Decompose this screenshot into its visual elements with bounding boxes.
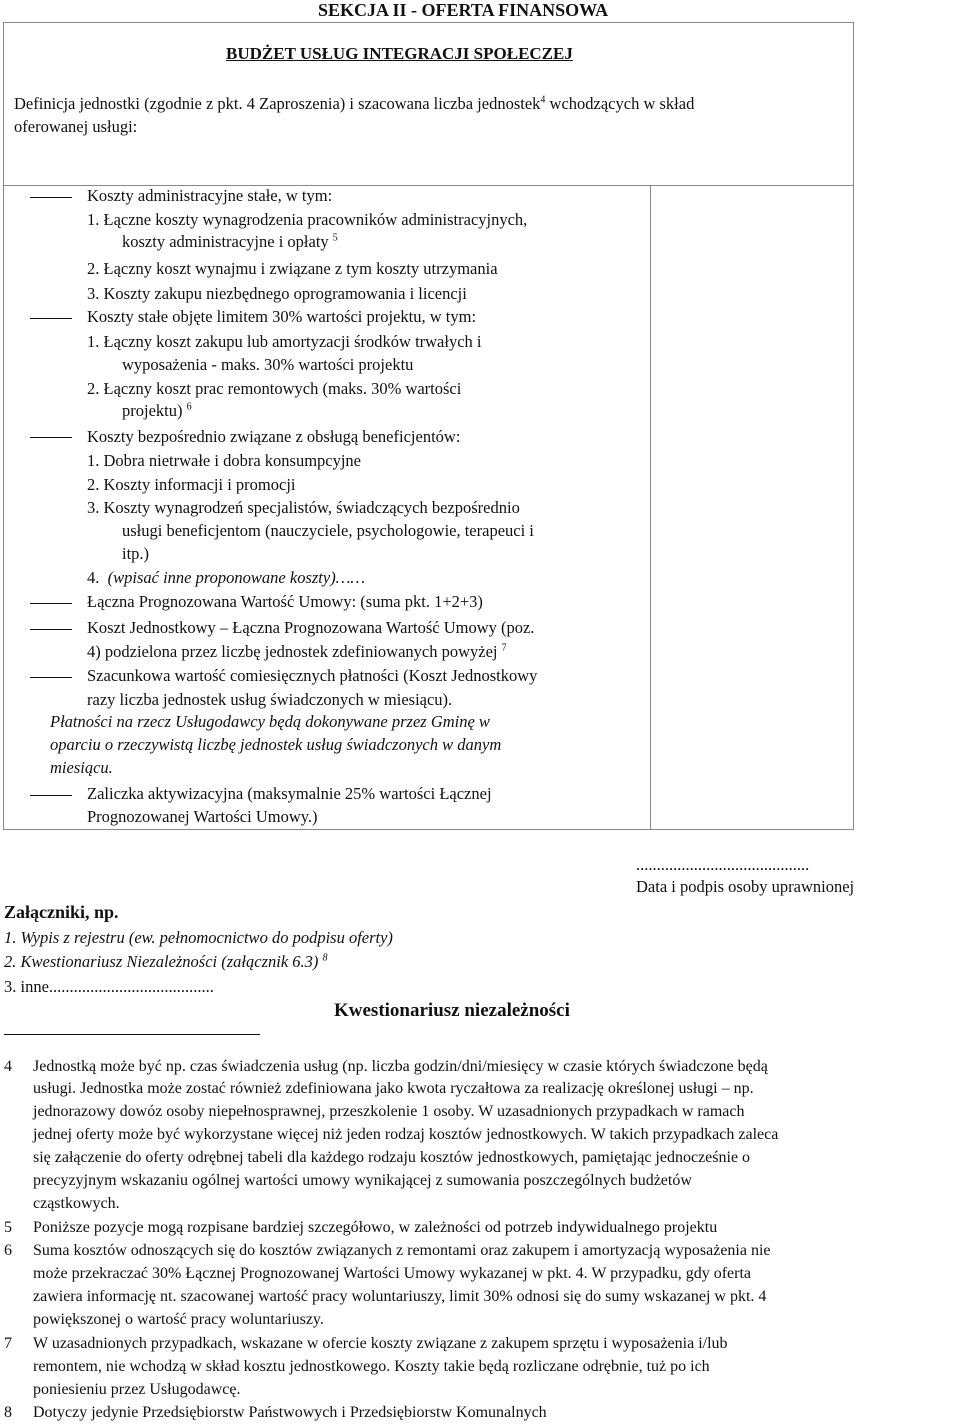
signature-label: Data i podpis osoby uprawnionej xyxy=(636,877,855,896)
section-title: SEKCJA II - OFERTA FINANSOWA xyxy=(318,0,609,20)
footnote-8: Dotyczy jedynie Przedsiębiorstw Państwowych i Przedsiębiorstw Komunalnych xyxy=(33,1404,547,1421)
total-value: Łączna Prognozowana Wartość Umowy: (suma pkt. 1+2+3) xyxy=(87,592,483,611)
direct-cost-3-cont: usługi beneficjentom (nauczyciele, psychologowie, terapeuci i xyxy=(122,521,534,540)
admin-costs-header: Koszty administracyjne stałe, w tym: xyxy=(87,186,333,205)
footnote-4: jednorazowy dowóz osoby niepełnosprawnej, przeszkolenie 1 osoby. W uzasadnionych przypadkach w ramach xyxy=(33,1103,745,1120)
footnote-4: usługi. Jednostka może zostać również zdefiniowana jako kwota ryczałtowa za realizację określonej usługi – np. xyxy=(33,1080,754,1097)
direct-cost-3: 3. Koszty wynagrodzeń specjalistów, świadczących bezpośrednio xyxy=(87,498,520,517)
admin-cost-1-cont: koszty administracyjne i opłaty $^5$ xyxy=(122,232,338,251)
footnote-4-number: 4 xyxy=(4,1058,12,1075)
footnote-8-number: 8 xyxy=(4,1404,12,1421)
attachment-1: 1. Wypis z rejestru (ew. pełnomocnictwo do podpisu oferty) xyxy=(4,928,393,947)
direct-cost-2: 2. Koszty informacji i promocji xyxy=(87,475,296,494)
footnote-6: może przekraczać 30% Łącznej Prognozowanej Wartości Umowy wykazanej w pkt. 4. W przypadku, gdy oferta xyxy=(33,1265,751,1282)
footnote-5: Poniższe pozycje mogą rozpisane bardziej szczegółowo, w zależności od potrzeb indywidualnego projektu xyxy=(33,1219,718,1236)
fixed-costs-header: Koszty stałe objęte limitem 30% wartości projektu, w tym: xyxy=(87,307,477,326)
attachment-3: 3. inne........................................ xyxy=(4,977,214,996)
budget-title: BUDŻET USŁUG INTEGRACJI SPOŁECZEJ xyxy=(226,44,573,63)
footnote-4: cząstkowych. xyxy=(33,1195,120,1212)
bullet-dash xyxy=(30,197,72,198)
footnote-7-number: 7 xyxy=(4,1335,12,1352)
direct-costs-header: Koszty bezpośrednio związane z obsługą beneficjentów: xyxy=(87,427,461,446)
direct-cost-1: 1. Dobra nietrwałe i dobra konsumpcyjne xyxy=(87,451,362,470)
bullet-dash xyxy=(30,795,72,796)
definition-line-1: Definicja jednostki (zgodnie z pkt. 4 Zaproszenia) i szacowana liczba jednostek$^4$ wchodzących w skład xyxy=(14,94,695,113)
attachment-2: 2. Kwestionariusz Niezależności (załącznik 6.3) $^8$ xyxy=(4,952,328,971)
footnote-7: poniesieniu przez Usługodawcę. xyxy=(33,1381,241,1398)
value-column-divider xyxy=(650,185,651,830)
advance-payment: Zaliczka aktywizacyjna (maksymalnie 25% wartości Łącznej xyxy=(87,784,492,803)
footnote-4: precyzyjnym wskazaniu ogólnej wartości umowy wynikającej z sumowania poszczególnych budżetów xyxy=(33,1172,692,1189)
direct-cost-3-cont2: itp.) xyxy=(122,544,150,563)
footnote-4: jednej oferty może być wykorzystane więcej niż jeden rodzaj kosztów jednostkowych. W takich przypadkach zaleca xyxy=(33,1126,779,1143)
fixed-cost-2-cont: projektu) $^6$ xyxy=(122,401,192,420)
signature-dots: .......................................... xyxy=(636,855,810,874)
monthly-payment: Szacunkowa wartość comiesięcznych płatności (Koszt Jednostkowy xyxy=(87,666,538,685)
footnote-4: Jednostką może być np. czas świadczenia usług (np. liczba godzin/dni/miesięcy w czasie których świadczone będą xyxy=(33,1058,768,1075)
fixed-cost-1-cont: wyposażenia - maks. 30% wartości projektu xyxy=(122,355,414,374)
footnote-6: zawiera informację nt. szacowanej wartość pracy woluntariuszy, limit 30% odnosi się do sumy wskazanej w pkt. 4 xyxy=(33,1288,767,1305)
footnote-separator xyxy=(4,1034,260,1035)
footnote-5-number: 5 xyxy=(4,1219,12,1236)
bullet-dash xyxy=(30,629,72,630)
advance-payment-cont: Prognozowanej Wartości Umowy.) xyxy=(87,807,318,826)
fixed-cost-1: 1. Łączny koszt zakupu lub amortyzacji środków trwałych i xyxy=(87,332,482,351)
monthly-payment-cont: razy liczba jednostek usług świadczonych w miesiącu). xyxy=(87,690,453,709)
footnote-6: Suma kosztów odnoszących się do kosztów związanych z remontami oraz zakupem i amortyzacją wyposażenia nie xyxy=(33,1242,771,1259)
footnote-4: się załączenie do oferty odrębnej tabeli dla każdego rodzaju kosztów jednostkowych, pamiętając jednocześnie o xyxy=(33,1149,751,1166)
bullet-dash xyxy=(30,437,72,438)
unit-cost: Koszt Jednostkowy – Łączna Prognozowana Wartość Umowy (poz. xyxy=(87,618,535,637)
unit-cost-cont: 4) podzielona przez liczbę jednostek zdefiniowanych powyżej $^7$ xyxy=(87,642,507,661)
footnote-7: remontem, nie wchodzą w skład kosztu jednostkowego. Koszty takie będą rozliczane odrębnie, tuż po ich xyxy=(33,1358,710,1375)
bullet-dash xyxy=(30,318,72,319)
footnote-7: W uzasadnionych przypadkach, wskazane w ofercie koszty związane z zakupem sprzętu i wyposażenia i/lub xyxy=(33,1335,728,1352)
questionnaire-title: Kwestionariusz niezależności xyxy=(334,1000,570,1021)
admin-cost-3: 3. Koszty zakupu niezbędnego oprogramowania i licencji xyxy=(87,284,467,303)
fixed-cost-2: 2. Łączny koszt prac remontowych (maks. 30% wartości xyxy=(87,379,462,398)
payment-note-1: Płatności na rzecz Usługodawcy będą dokonywane przez Gminę w xyxy=(50,712,490,731)
bullet-dash xyxy=(30,603,72,604)
definition-line-2: oferowanej usługi: xyxy=(14,117,138,136)
payment-note-3: miesiącu. xyxy=(50,758,113,777)
footnote-6: powiększonej o wartość pracy woluntariuszy. xyxy=(33,1311,324,1328)
attachments-title: Załączniki, np. xyxy=(4,902,119,922)
admin-cost-2: 2. Łączny koszt wynajmu i związane z tym koszty utrzymania xyxy=(87,259,498,278)
payment-note-2: oparciu o rzeczywistą liczbę jednostek usług świadczonych w danym xyxy=(50,735,502,754)
bullet-dash xyxy=(30,677,72,678)
admin-cost-1: 1. Łączne koszty wynagrodzenia pracowników administracyjnych, xyxy=(87,210,528,229)
direct-cost-4: 4. (wpisać inne proponowane koszty)…… xyxy=(87,568,366,587)
footnote-6-number: 6 xyxy=(4,1242,12,1259)
